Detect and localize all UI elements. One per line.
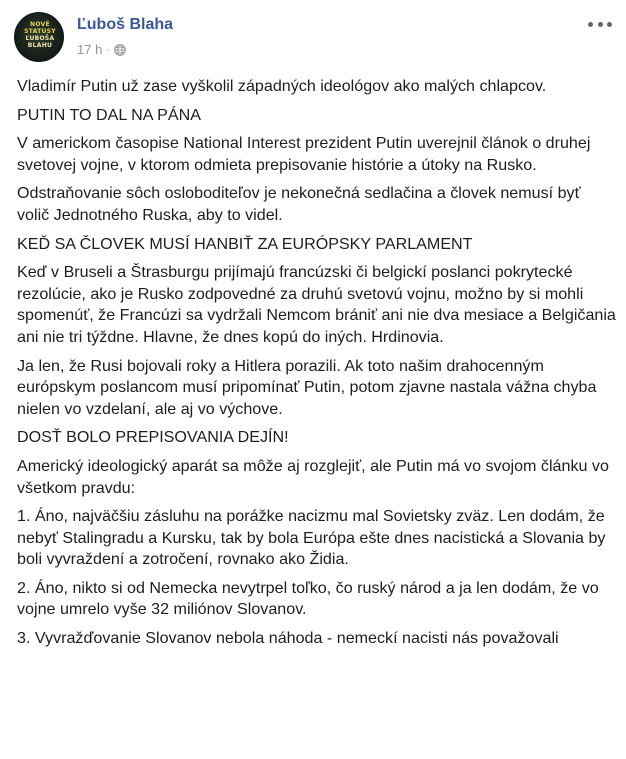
post-paragraph: Americký ideologický aparát sa môže aj rozglejiť, ale Putin má vo svojom článku vo všetkom pravdu: (17, 456, 609, 497)
more-horizontal-icon[interactable] (588, 16, 612, 32)
post-text (17, 76, 617, 657)
post-paragraph: Vladimír Putin už zase vyškolil západných ideológov ako malých chlapcov. (17, 77, 547, 95)
post-paragraph: Ja len, že Rusi bojovali roky a Hitlera porazili. Ak toto našim drahocenným európskym poslancom musí pripomínať Putin, potom zjavne nastala vážna chyba nielen vo vzdelaní, ale aj vo výchove. (17, 356, 597, 418)
avatar[interactable] (14, 12, 64, 62)
avatar-text-line: NOVÉ (30, 21, 50, 28)
post-header (14, 12, 614, 62)
post-list-item: 1. Áno, najväčšiu zásluhu na porážke nacizmu mal Sovietsky zväz. Len dodám, že nebyť Stalingradu a Kursku, tak by bola Európa ešte dnes nacistická a Slovania by boli vyvraždení a zotročení, rovnako ako Židia. (17, 507, 606, 569)
avatar-text-line: ĽUBOŠA (25, 35, 55, 42)
post-paragraph: Odstraňovanie sôch osloboditeľov je nekonečná sedlačina a človek nemusí byť volič Jednotného Ruska, aby to videl. (17, 184, 581, 224)
avatar-text-line: STATUSY (24, 28, 56, 35)
post-paragraph: Keď v Bruseli a Štrasburgu prijímajú francúzski či belgickí poslanci pokrytecké rezolúcie, ako je Rusko zodpovedné za druhú svetovú vojnu, možno by si mohli spomenúť, že Francúzi sa vydržali Nemcom brániť ani nie dva mesiace a Belgičania ani nie tri týždne. Hlavne, že dnes kopú do iných. Hrdinovia. (17, 263, 616, 346)
post-paragraph: V americkom časopise National Interest prezident Putin uverejnil článok o druhej svetovej vojne, v ktorom odmieta prepisovanie histórie a útoky na Rusko. (17, 134, 591, 174)
author-name-link[interactable]: Ľuboš Blaha (77, 16, 174, 33)
post-list-item: 3. Vyvražďovanie Slovanov nebola náhoda - nemeckí nacisti nás považovali (17, 629, 559, 648)
meta-separator: · (106, 44, 110, 56)
avatar-text-line: BLAHU (27, 42, 53, 49)
avatar-label (24, 21, 56, 49)
post-list-item: 2. Áno, nikto si od Nemecka nevytrpel toľko, čo ruský národ a ja len dodám, že vo vojne umrelo vyše 32 miliónov Slovanov. (17, 578, 599, 619)
post-heading: KEĎ SA ČLOVEK MUSÍ HANBIŤ ZA EURÓPSKY PARLAMENT (17, 234, 473, 253)
post-meta (77, 42, 126, 58)
post-heading: DOSŤ BOLO PREPISOVANIA DEJÍN! (17, 428, 289, 447)
post-timestamp[interactable]: 17 h (77, 42, 103, 57)
globe-icon[interactable] (114, 44, 126, 56)
post-heading: PUTIN TO DAL NA PÁNA (17, 105, 201, 124)
